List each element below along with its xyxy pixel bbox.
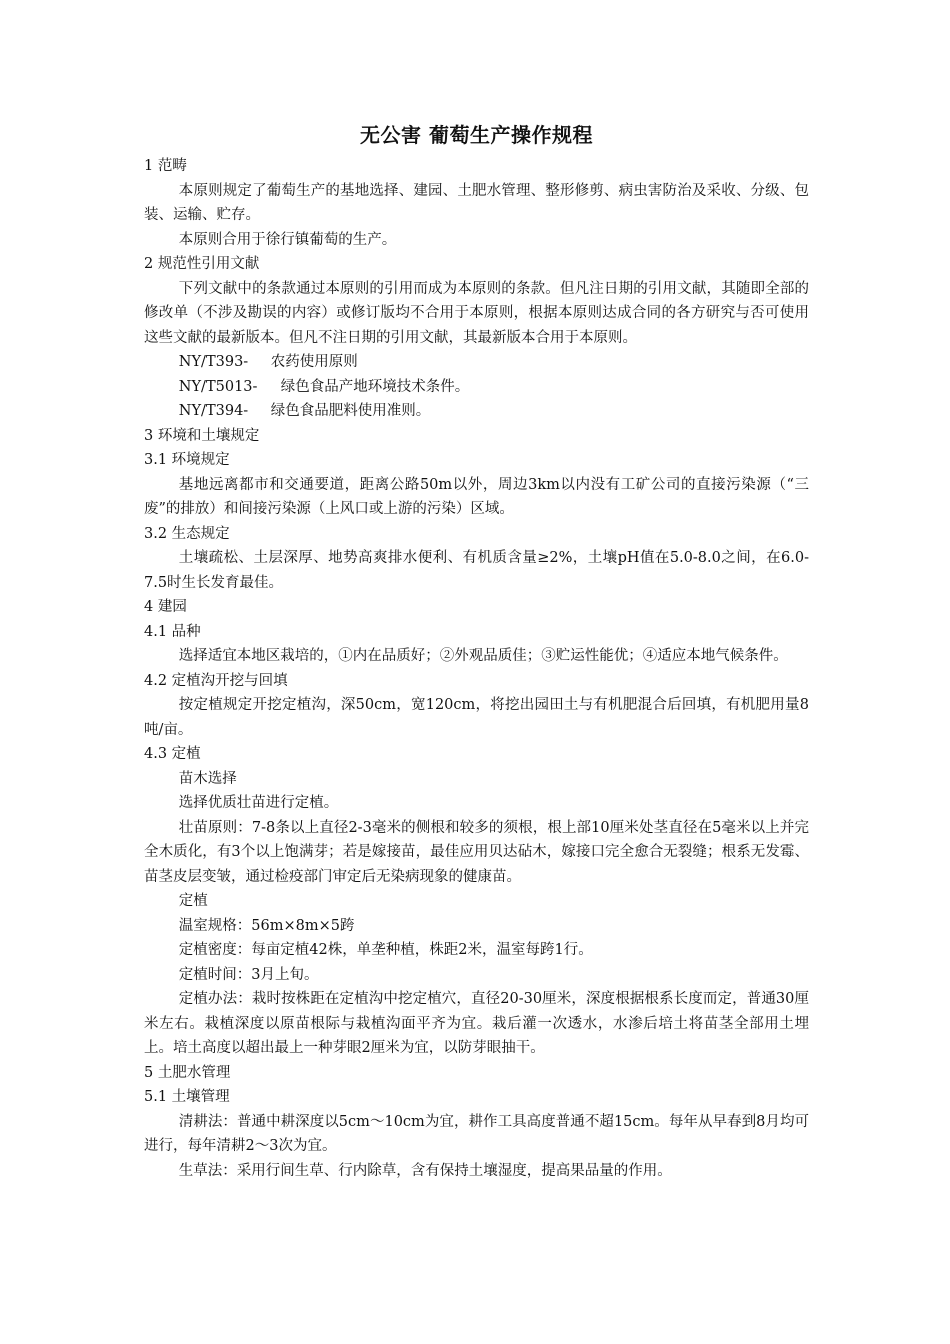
reference-code: NY/T393- [178, 354, 249, 370]
reference-code: NY/T5013- [178, 378, 258, 395]
reference-item [144, 399, 809, 424]
reference-name: 绿色食品产地环境技术条件。 [280, 378, 470, 395]
section-4-3-heading: 4.3 定植 [144, 746, 201, 762]
section-4-3-line-4: 定植 [178, 893, 208, 909]
section-4-3-line-7: 定植时间：3月上旬。 [178, 966, 319, 983]
reference-item [144, 350, 809, 375]
section-4-2-paragraph: 按定植规定开挖定植沟，深50cm，宽120cm，将挖出园田土与有机肥混合后回填，有机肥用量8吨/亩。 [144, 697, 809, 738]
document-page [144, 118, 809, 1183]
section-4-3-line-2: 选择优质壮苗进行定植。 [178, 795, 339, 811]
section-2-paragraph: 下列文献中的条款通过本原则的引用而成为本原则的条款。但凡注日期的引用文献，其随即全部的修改单（不涉及勘误的内容）或修订版均不合用于本原则，根据本原则达成合同的各方研究与否可使用这些文献的最新版本。但凡不注日期的引用文献，其最新版本合用于本原则。 [144, 280, 809, 346]
section-4-3-line-1: 苗木选择 [178, 770, 237, 787]
reference-item [144, 375, 809, 400]
section-3-2-paragraph: 土壤疏松、土层深厚、地势高爽排水便利、有机质含量≥2%，土壤pH值在5.0-8.0之间，在6.0-7.5时生长发育最佳。 [144, 550, 809, 591]
section-1-heading: 1 范畴 [144, 158, 187, 174]
section-1-paragraph-1: 本原则规定了葡萄生产的基地选择、建园、土肥水管理、整形修剪、病虫害防治及采收、分级、包装、运输、贮存。 [144, 182, 809, 223]
section-4-3-line-6: 定植密度：每亩定植42株，单垄种植，株距2米，温室每跨1行。 [178, 942, 593, 958]
section-4-3-line-5: 温室规格：56m×8m×5跨 [178, 917, 355, 934]
section-4-2-heading: 4.2 定植沟开挖与回填 [144, 672, 288, 689]
section-4-1-heading: 4.1 品种 [144, 623, 201, 640]
section-3-2-heading: 3.2 生态规定 [144, 525, 230, 542]
section-1-paragraph-2: 本原则合用于徐行镇葡萄的生产。 [178, 231, 397, 248]
document-title: 无公害 葡萄生产操作规程 [360, 123, 593, 147]
section-3-heading: 3 环境和土壤规定 [144, 427, 260, 444]
section-5-1-heading: 5.1 土壤管理 [144, 1089, 230, 1105]
section-5-1-paragraph-2: 生草法：采用行间生草、行内除草，含有保持土壤湿度，提高果品量的作用。 [178, 1162, 672, 1179]
section-4-heading: 4 建园 [144, 599, 187, 615]
reference-code: NY/T394- [178, 403, 249, 419]
section-5-heading: 5 土肥水管理 [144, 1064, 231, 1081]
section-4-1-paragraph: 选择适宜本地区栽培的，①内在品质好；②外观品质佳；③贮运性能优；④适应本地气候条件。 [178, 648, 788, 664]
section-4-3-line-8: 定植办法：栽时按株距在定植沟中挖定植穴，直径20-30厘米，深度根据根系长度而定，普通30厘米左右。栽植深度以原苗根际与栽植沟面平齐为宜。栽后灌一次透水，水渗后培土将苗茎全部用土埋上。培土高度以超出最上一种芽眼2厘米为宜，以防芽眼抽干。 [144, 991, 809, 1056]
section-2-heading: 2 规范性引用文献 [144, 256, 260, 272]
section-3-1-paragraph: 基地远离都市和交通要道，距离公路50m以外，周边3km以内没有工矿公司的直接污染源（“三废”的排放）和间接污染源（上风口或上游的污染）区域。 [144, 476, 809, 517]
section-3-1-heading: 3.1 环境规定 [144, 452, 230, 468]
section-4-3-line-3: 壮苗原则：7-8条以上直径2-3毫米的侧根和较多的须根，根上部10厘米处茎直径在5毫米以上并完全木质化，有3个以上饱满芽；若是嫁接苗，最佳应用贝达砧木，嫁接口完全愈合无裂缝；根系无发霉、苗茎皮层变皱，通过检疫部门审定后无染病现象的健康苗。 [144, 819, 809, 885]
reference-name: 绿色食品肥料使用准则。 [270, 403, 431, 419]
section-5-1-paragraph-1: 清耕法：普通中耕深度以5cm～10cm为宜，耕作工具高度普通不超15cm。每年从早春到8月均可进行，每年清耕2～3次为宜。 [144, 1113, 809, 1154]
reference-name: 农药使用原则 [270, 354, 358, 370]
